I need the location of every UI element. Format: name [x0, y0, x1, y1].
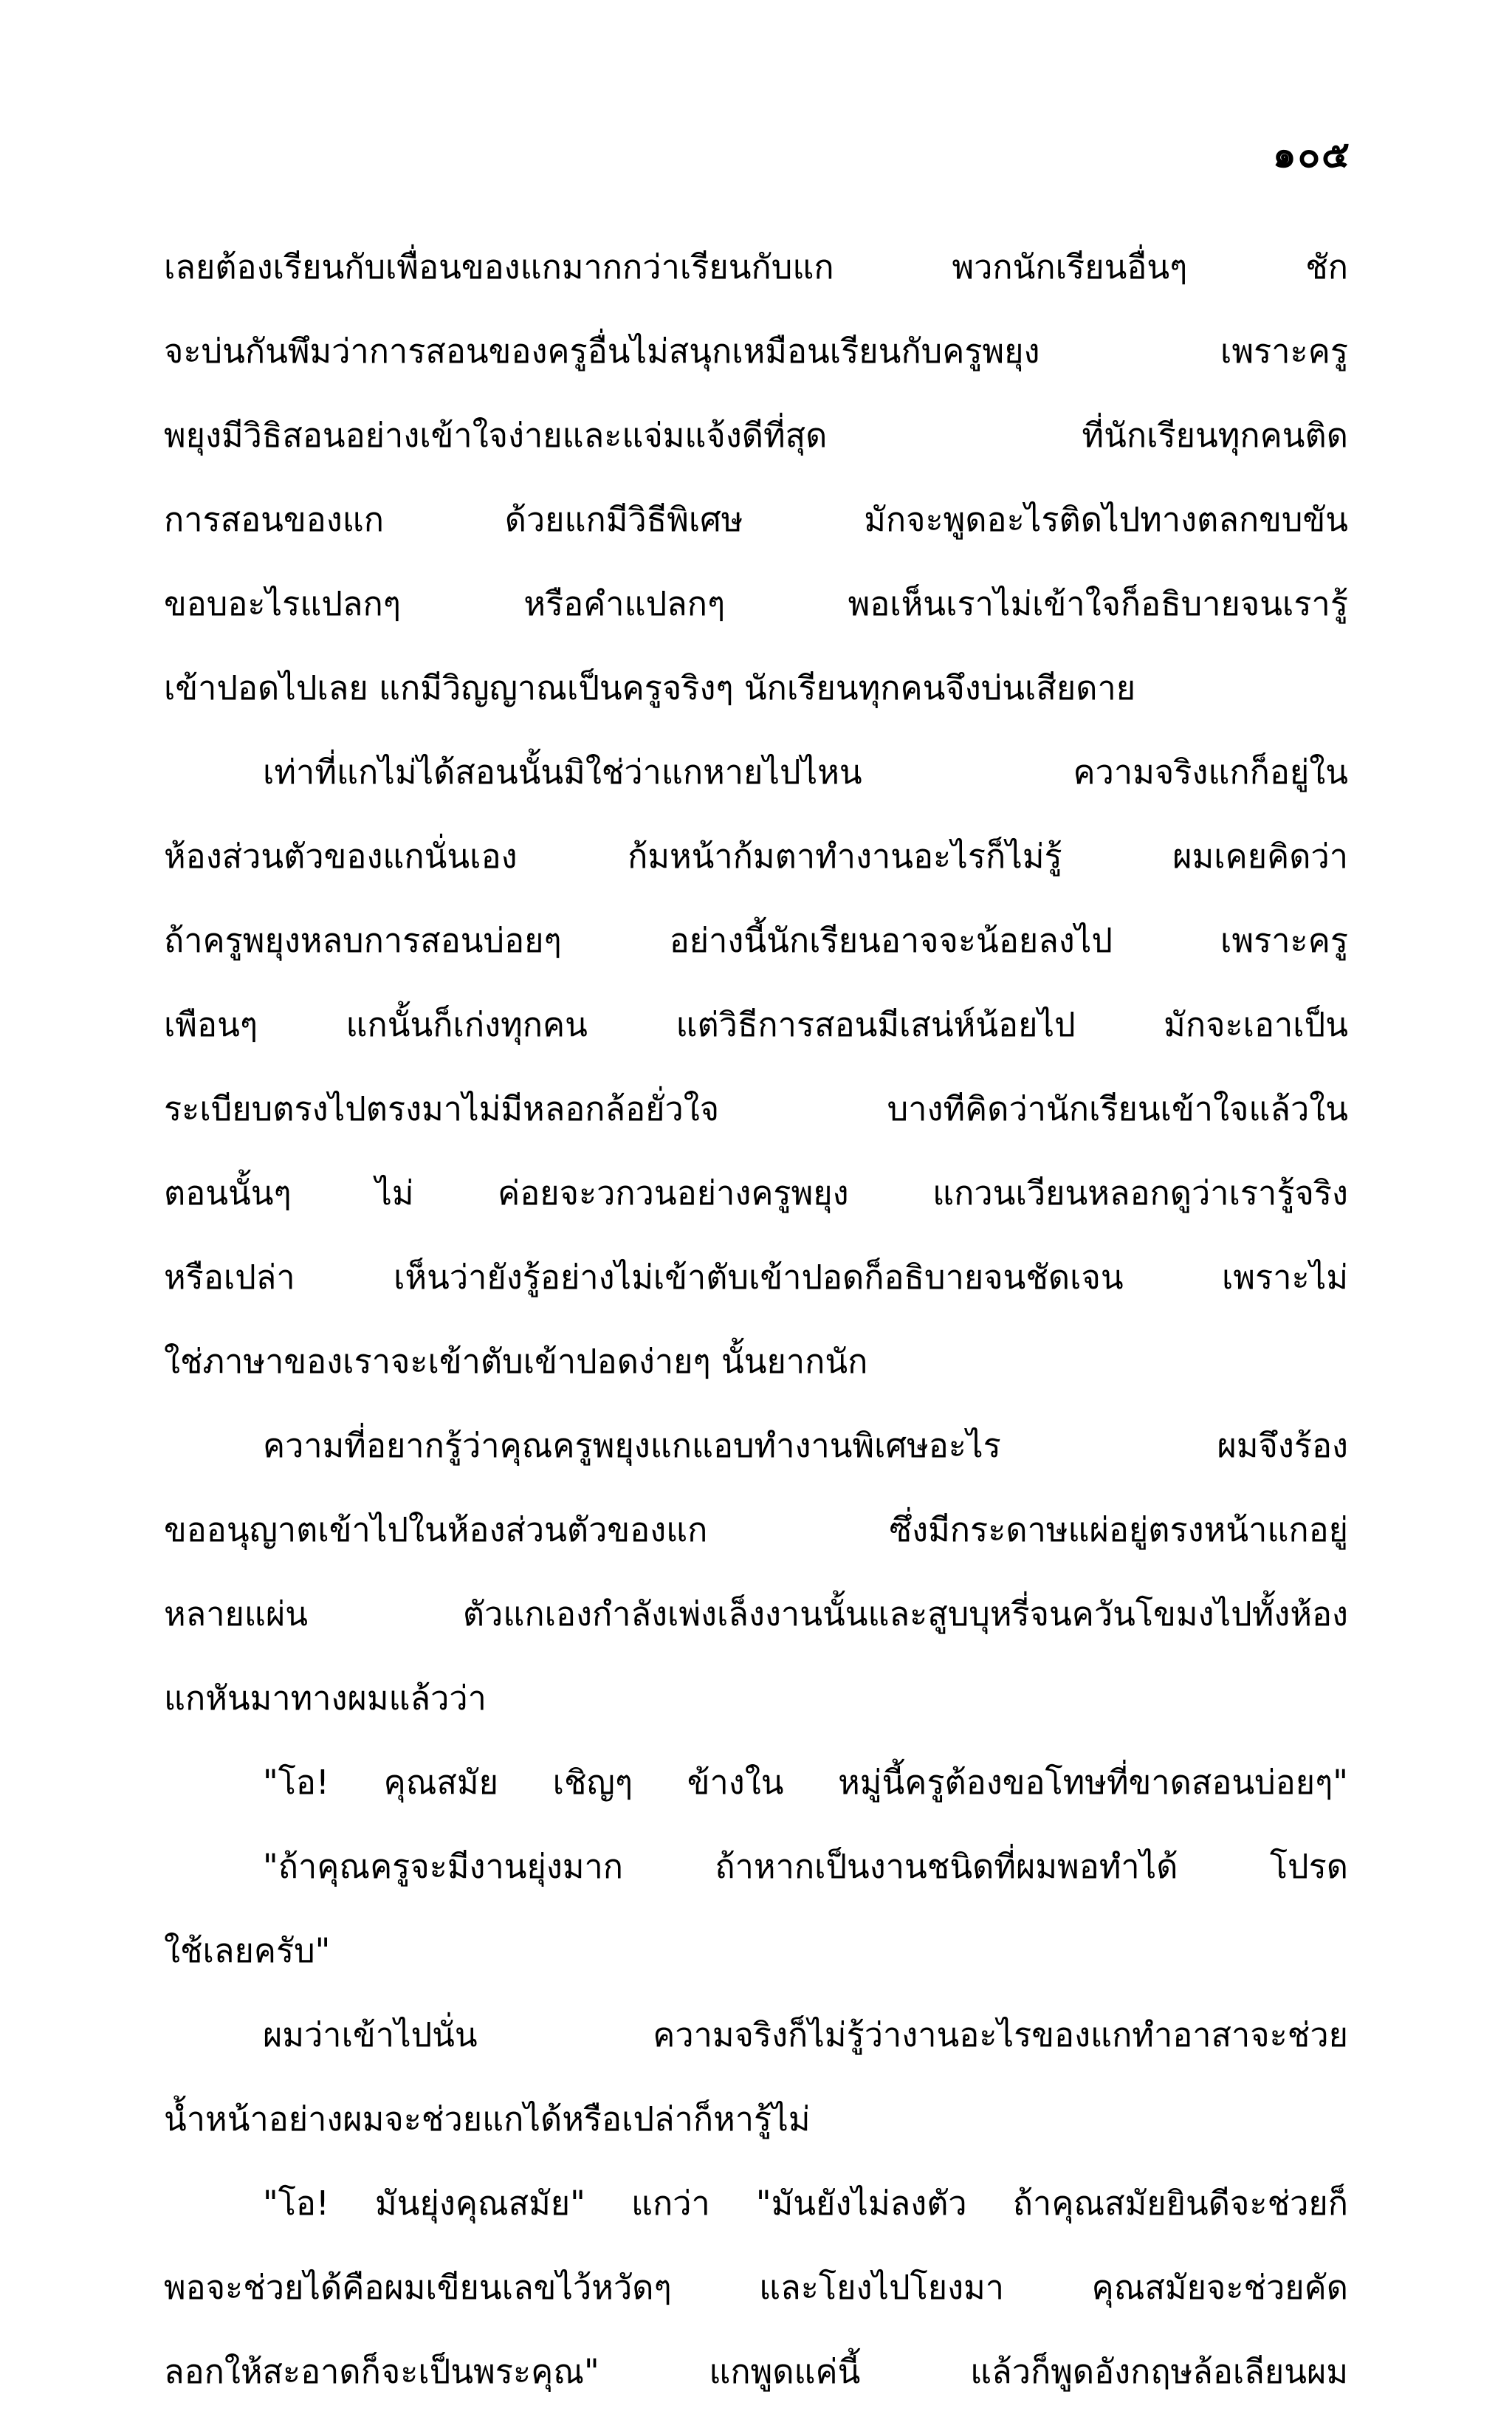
text-line: เพือนๆ แกนั้นก็เก่งทุกคน แต่วิธีการสอนมีเสน่ห์น้อยไป มักจะเอาเป็น [164, 1005, 1348, 1044]
text-line: ระเบียบตรงไปตรงมาไม่มีหลอกล้อยั่วใจ บางทีคิดว่านักเรียนเข้าใจแล้วใน [164, 1089, 1348, 1128]
text-line: น้ำหน้าอย่างผมจะช่วยแกได้หรือเปล่าก็หารู้ไม่ [164, 2099, 811, 2139]
text-line: พยุงมีวิธิสอนอย่างเข้าใจง่ายและแจ่มแจ้งดีที่สุด ที่นักเรียนทุกคนติด [164, 416, 1348, 455]
text-line: เข้าปอดไปเลย แกมีวิญญาณเป็นครูจริงๆ นักเรียนทุกคนจึงบ่นเสียดาย [164, 668, 1136, 707]
text-line: จะบ่นกันพึมว่าการสอนของครูอื่นไม่สนุกเหมือนเรียนกับครูพยุง เพราะครู [164, 332, 1348, 371]
text-line: ขอบอะไรแปลกๆ หรือคำแปลกๆ พอเห็นเราไม่เข้าใจก็อธิบายจนเรารู้ [164, 584, 1348, 623]
text-line: แกหันมาทางผมแล้วว่า [164, 1679, 487, 1718]
paragraph-start-line: ผมว่าเข้าไปนั่น ความจริงก็ไม่รู้ว่างานอะไรของแกทำอาสาจะช่วย [263, 2015, 1348, 2054]
text-line: ใช่ภาษาของเราจะเข้าตับเข้าปอดง่ายๆ นั้นยากนัก [164, 1342, 868, 1381]
text-line: ตอนนั้นๆ ไม่ ค่อยจะวกวนอย่างครูพยุง แกวนเวียนหลอกดูว่าเรารู้จริง [164, 1173, 1348, 1213]
body-text [164, 225, 1348, 2414]
text-line: ถ้าครูพยุงหลบการสอนบ่อยๆ อย่างนี้นักเรียนอาจจะน้อยลงไป เพราะครู [164, 921, 1348, 960]
text-line: ลอกให้สะอาดก็จะเป็นพระคุณ" แกพูดแค่นี้ แล้วก็พูดอังกฤษล้อเลียนผม [164, 2352, 1348, 2391]
dialogue-line: "โอ! คุณสมัย เชิญๆ ข้างใน หมู่นี้ครูต้องขอโทษที่ขาดสอนบ่อยๆ" [263, 1763, 1348, 1802]
dialogue-line: "ถ้าคุณครูจะมีงานยุ่งมาก ถ้าหากเป็นงานชนิดที่ผมพอทำได้ โปรด [263, 1847, 1348, 1886]
text-line: การสอนของแก ด้วยแกมีวิธีพิเศษ มักจะพูดอะไรติดไปทางตลกขบขัน [164, 500, 1348, 539]
text-line: ขออนุญาตเข้าไปในห้องส่วนตัวของแก ซึ่งมีกระดาษแผ่อยู่ตรงหน้าแกอยู่ [164, 1510, 1348, 1549]
dialogue-line: "โอ! มันยุ่งคุณสมัย" แกว่า "มันยังไม่ลงตัว ถ้าคุณสมัยยินดีจะช่วยก็ [263, 2184, 1348, 2223]
text-line: ห้องส่วนตัวของแกนั่นเอง ก้มหน้าก้มตาทำงานอะไรก็ไม่รู้ ผมเคยคิดว่า [164, 837, 1348, 876]
text-line: พอจะช่วยได้คือผมเขียนเลขไว้หวัดๆ และโยงไปโยงมา คุณสมัยจะช่วยคัด [164, 2268, 1348, 2307]
text-line: หลายแผ่น ตัวแกเองกำลังเพ่งเล็งงานนั้นและสูบบุหรี่จนควันโขมงไปทั้งห้อง [164, 1594, 1348, 1633]
text-line: หรือเปล่า เห็นว่ายังรู้อย่างไม่เข้าตับเข้าปอดก็อธิบายจนชัดเจน เพราะไม่ [164, 1258, 1348, 1297]
paragraph-start-line: เท่าที่แกไม่ได้สอนนั้นมิใช่ว่าแกหายไปไหน ความจริงแกก็อยู่ใน [263, 752, 1348, 792]
text-line: เลยต้องเรียนกับเพื่อนของแกมากกว่าเรียนกับแก พวกนักเรียนอื่นๆ ชัก [164, 247, 1348, 287]
text-line: ใช้เลยครับ" [164, 1931, 331, 1970]
page-number: ๑๐๕ [1272, 133, 1351, 176]
paragraph-start-line: ความที่อยากรู้ว่าคุณครูพยุงแกแอบทำงานพิเศษอะไร ผมจึงร้อง [263, 1426, 1348, 1465]
